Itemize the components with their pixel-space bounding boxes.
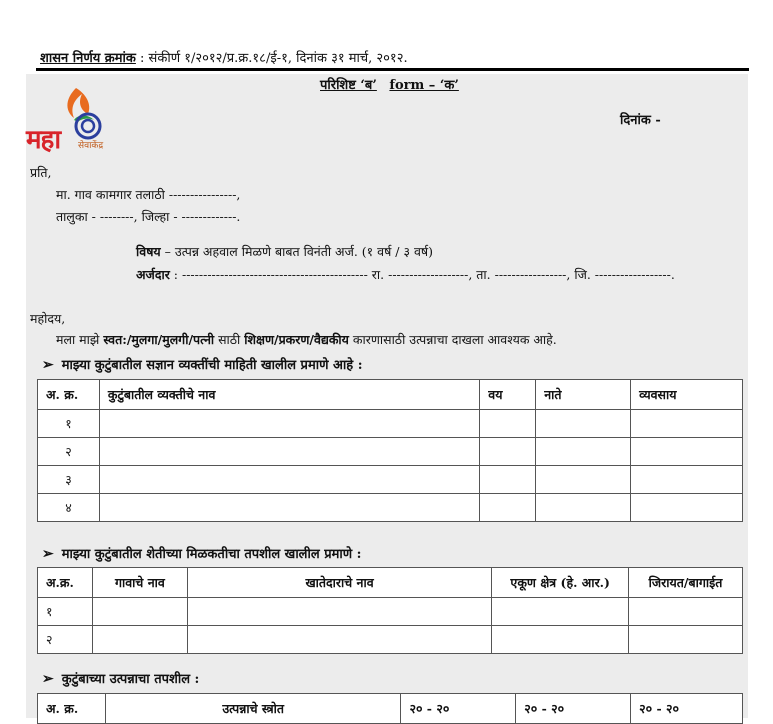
col-year-3: २० - २० xyxy=(631,694,743,724)
row-number: १ xyxy=(38,410,100,438)
relation-cell[interactable] xyxy=(536,438,631,466)
member-name-cell[interactable] xyxy=(99,494,479,522)
col-serial: अ. क्र. xyxy=(38,380,100,410)
mahaseva-logo xyxy=(26,84,136,156)
col-relation: नाते xyxy=(536,380,631,410)
member-name-cell[interactable] xyxy=(99,438,479,466)
subject-line xyxy=(136,243,433,260)
row-number: १ xyxy=(38,598,93,626)
table-row xyxy=(38,494,743,522)
request-purpose: शिक्षण/प्रकरण/वैद्यकीय xyxy=(244,332,349,347)
section1-heading xyxy=(42,355,363,373)
request-mid: साठी xyxy=(214,332,245,347)
form-label: form – ‘क’ xyxy=(389,78,459,93)
account-holder-cell[interactable] xyxy=(187,626,491,654)
addressee-line-2: तालुका - --------, जिल्हा - -------------. xyxy=(56,209,241,224)
table-row xyxy=(38,626,743,654)
arrow-bullet-icon: ➢ xyxy=(42,357,54,373)
section2-heading-text: माझ्या कुटुंबातील शेतीच्या मिळकतीचा तपशील खालील प्रमाणे : xyxy=(61,547,362,562)
gr-reference xyxy=(40,48,408,66)
applicant-label: अर्जदार xyxy=(136,267,170,282)
occupation-cell[interactable] xyxy=(631,466,743,494)
age-cell[interactable] xyxy=(480,410,536,438)
section3-heading xyxy=(42,669,199,687)
col-occupation: व्यवसाय xyxy=(631,380,743,410)
table-header-row xyxy=(38,380,743,410)
area-cell[interactable] xyxy=(492,626,629,654)
row-number: २ xyxy=(38,626,93,654)
table-row xyxy=(38,410,743,438)
salutation: महोदय, xyxy=(30,311,66,326)
gr-details: : संकीर्ण १/२०१२/प्र.क्र.१८/ई-१, दिनांक ३१ मार्च, २०१२. xyxy=(135,51,408,66)
village-cell[interactable] xyxy=(92,598,187,626)
header-rule xyxy=(36,68,749,71)
relation-cell[interactable] xyxy=(536,494,631,522)
col-village: गावाचे नाव xyxy=(92,568,187,598)
row-number: ३ xyxy=(38,466,100,494)
family-members-table xyxy=(37,379,743,522)
applicant-line xyxy=(136,266,675,283)
annex-label: परिशिष्ट ‘ब’ xyxy=(320,78,377,93)
logo-subtitle: सेवाकेंद्र xyxy=(78,141,104,151)
addressee-line-1: मा. गाव कामगार तलाठी ----------------, xyxy=(56,187,241,202)
arrow-bullet-icon: ➢ xyxy=(42,671,54,687)
gr-label: शासन निर्णय क्रमांक xyxy=(40,51,136,66)
date-label: दिनांक - xyxy=(620,113,661,128)
age-cell[interactable] xyxy=(480,466,536,494)
col-member-name: कुटुंबातील व्यक्तीचे नाव xyxy=(99,380,479,410)
section2-heading xyxy=(42,544,361,562)
addressee-prati: प्रति, xyxy=(30,165,52,180)
col-year-1: २० - २० xyxy=(401,694,516,724)
subject-label: विषय xyxy=(136,244,161,259)
table-row xyxy=(38,598,743,626)
col-income-source: उत्पन्नाचे स्त्रोत xyxy=(105,694,401,724)
income-table xyxy=(37,693,743,724)
relation-cell[interactable] xyxy=(536,410,631,438)
arrow-bullet-icon: ➢ xyxy=(42,546,54,562)
annex-title xyxy=(320,75,467,93)
member-name-cell[interactable] xyxy=(99,466,479,494)
col-serial: अ.क्र. xyxy=(38,568,93,598)
table-row xyxy=(38,438,743,466)
logo-wordmark: महा xyxy=(26,125,61,155)
col-total-area: एकूण क्षेत्र (हे. आर.) xyxy=(492,568,629,598)
col-serial: अ. क्र. xyxy=(38,694,106,724)
age-cell[interactable] xyxy=(480,438,536,466)
occupation-cell[interactable] xyxy=(631,438,743,466)
col-land-type: जिरायत/बागाईत xyxy=(629,568,743,598)
member-name-cell[interactable] xyxy=(99,410,479,438)
request-line xyxy=(56,331,557,348)
land-type-cell[interactable] xyxy=(629,626,743,654)
applicant-blanks: : -------------------------------------------- रा. -------------------, ता. -----------------, जि. ------------------. xyxy=(169,267,675,282)
section1-heading-text: माझ्या कुटुंबातील सज्ञान व्यक्तींची माहिती खालील प्रमाणे आहे : xyxy=(61,358,363,373)
table-row xyxy=(38,466,743,494)
relation-cell[interactable] xyxy=(536,466,631,494)
request-suffix: कारणासाठी उत्पन्नाचा दाखला आवश्यक आहे. xyxy=(348,332,557,347)
section3-heading-text: कुटुंबाच्या उत्पन्नाचा तपशील : xyxy=(61,672,200,687)
request-prefix: मला माझे xyxy=(56,332,104,347)
table-header-row xyxy=(38,568,743,598)
col-account-holder: खातेदाराचे नाव xyxy=(187,568,491,598)
land-type-cell[interactable] xyxy=(629,598,743,626)
subject-text: – उत्पन्न अहवाल मिळणे बाबत विनंती अर्ज. (१ वर्ष / ३ वर्ष) xyxy=(160,244,434,259)
col-age: वय xyxy=(480,380,536,410)
farm-property-table xyxy=(37,567,743,654)
village-cell[interactable] xyxy=(92,626,187,654)
request-relation: स्वत:/मुलगा/मुलगी/पत्नी xyxy=(103,332,215,347)
col-year-2: २० - २० xyxy=(516,694,631,724)
occupation-cell[interactable] xyxy=(631,494,743,522)
age-cell[interactable] xyxy=(480,494,536,522)
row-number: २ xyxy=(38,438,100,466)
account-holder-cell[interactable] xyxy=(187,598,491,626)
area-cell[interactable] xyxy=(492,598,629,626)
occupation-cell[interactable] xyxy=(631,410,743,438)
row-number: ४ xyxy=(38,494,100,522)
table-header-row xyxy=(38,694,743,724)
